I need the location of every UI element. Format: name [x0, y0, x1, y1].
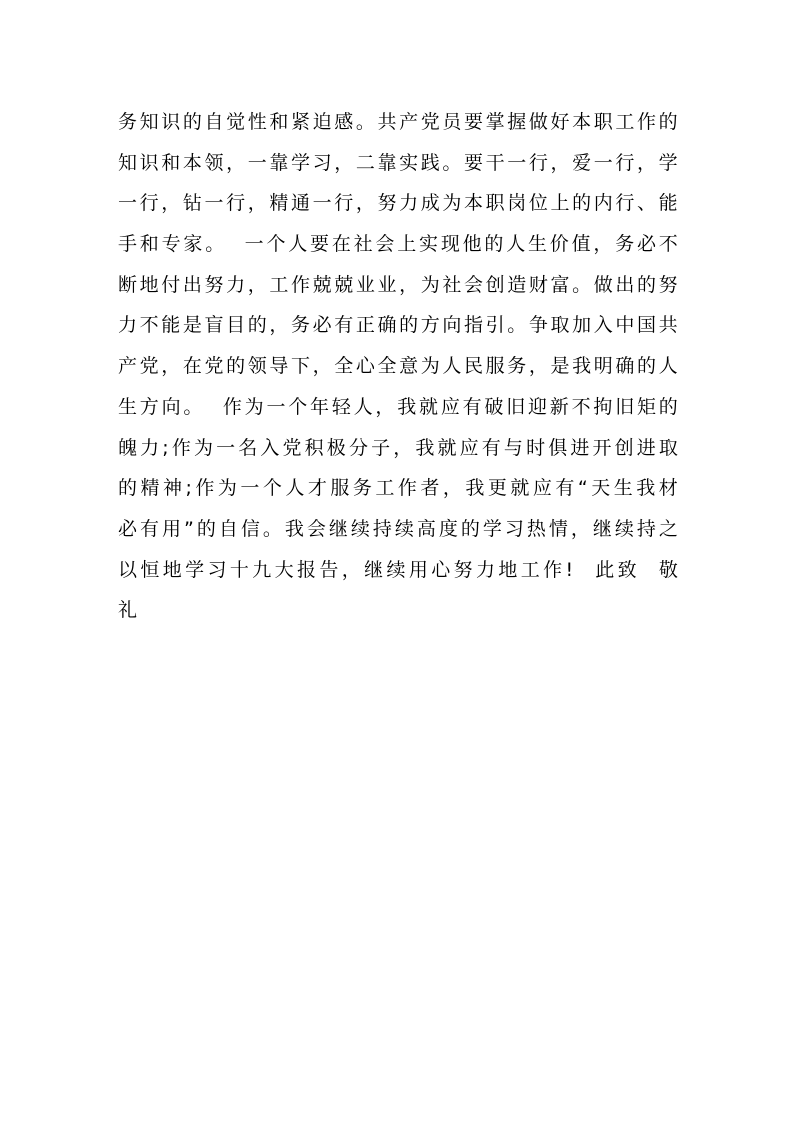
text-line: 力 不 能 是 盲 目 的 ， 务 必 有 正 确 的 方 向 指 引 。 争 取 加 入 中 国 共 [118, 314, 678, 337]
text-line: 知 识 和 本 领 ， 一 靠 学 习 ， 二 靠 实 践 。 要 干 一 行 ， 爱 一 行 ， 学 [118, 151, 678, 174]
text-line: 必 有 用 ” 的 自 信 。 我 会 继 续 持 续 高 度 的 学 习 热 情 ， 继 续 持 之 [118, 517, 678, 540]
body-paragraph [118, 102, 678, 631]
text-line: 礼 [118, 599, 138, 622]
text-line: 魄 力 ; 作 为 一 名 入 党 积 极 分 子 ， 我 就 应 有 与 时 俱 进 开 创 进 取 [118, 436, 678, 459]
text-line: 断 地 付 出 努 力 ， 工 作 兢 兢 业 业 ， 为 社 会 创 造 财 富 。 做 出 的 努 [118, 273, 678, 296]
text-line: 生 方 向 。 作 为 一 个 年 轻 人 ， 我 就 应 有 破 旧 迎 新 不 拘 旧 矩 的 [118, 395, 678, 418]
text-line: 务 知 识 的 自 觉 性 和 紧 迫 感 。 共 产 党 员 要 掌 握 做 好 本 职 工 作 的 [118, 111, 678, 133]
text-line: 产 党 ， 在 党 的 领 导 下 ， 全 心 全 意 为 人 民 服 务 ， 是 我 明 确 的 人 [118, 355, 678, 378]
text-line: 一 行 ， 钻 一 行 ， 精 通 一 行 ， 努 力 成 为 本 职 岗 位 上 的 内 行 、 能 [118, 192, 678, 215]
text-line: 以 恒 地 学 习 十 九 大 报 告 ， 继 续 用 心 努 力 地 工 作 ! 此 致 敬 [118, 558, 678, 581]
text-line: 手 和 专 家 。 一 个 人 要 在 社 会 上 实 现 他 的 人 生 价 值 ， 务 必 不 [118, 233, 678, 256]
text-line: 的 精 神 ; 作 为 一 个 人 才 服 务 工 作 者 ， 我 更 就 应 有 “ 天 生 我 材 [118, 477, 678, 500]
